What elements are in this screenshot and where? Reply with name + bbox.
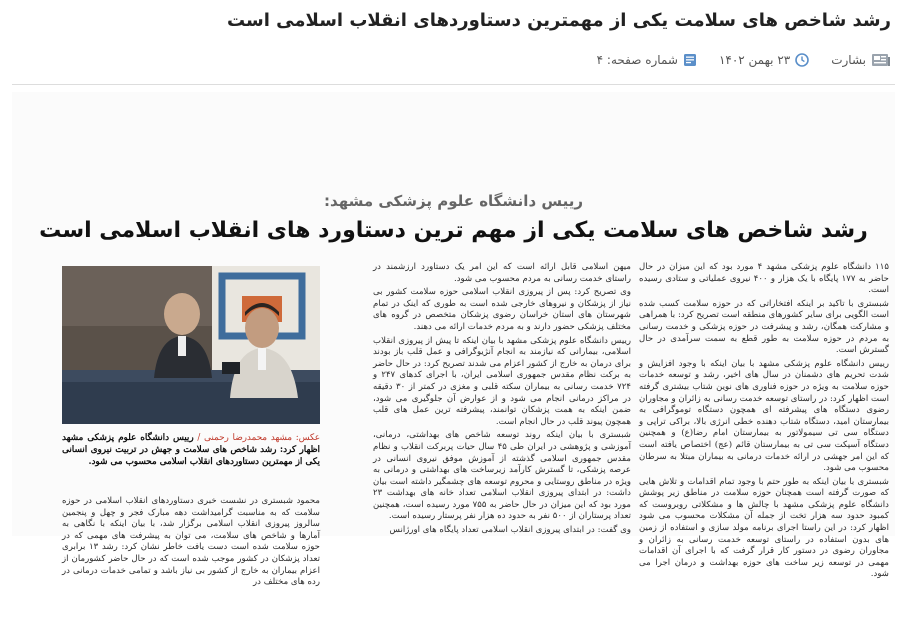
date-meta: [719, 53, 809, 67]
photo-caption: [62, 432, 320, 468]
page-icon: [683, 53, 697, 67]
paragraph: وی تصریح کرد: پس از پیروزی انقلاب اسلامی حوزه سلامت کشور بی نیاز از پزشکان و نیروهای خارجی شده است به طوری که اینک در تمام شهرستان های استان خراسان رضوی پزشکان متخصص در گروه های مختلف پزشکی حضور دارند و به مردم خدمات ارائه می دهند.: [373, 287, 631, 332]
date-label: ۲۳ بهمن ۱۴۰۲: [718, 53, 791, 67]
column-right-body: محمود شبستری در نشست خبری دستاوردهای انقلاب اسلامی در حوزه سلامت که به مناسبت گرامیداشت دهه مبارک فجر و چهل و پنجمین سالروز پیروزی انقلاب اسلامی برگزار شد، با بیان اینکه با نگاهی به آمارها و شاخص های سلامت، می توان به پیشرفت های مهمی که در حوزه سلامت شده است دست یافت خاطر نشان کرد: رشد ۱۳ برابری تعداد پزشکان در کشور موجب شده است که در حال حاضر کشورمان از اعزام بیماران به خارج از کشور بی نیاز باشد و تمامی خدمات درمانی در رده های مختلف در: [62, 496, 320, 588]
paragraph: شبستری با بیان اینکه روند توسعه شاخص های بهداشتی، درمانی، آموزشی و پژوهشی در ایران طی ۴۵ سال حیات پربرکت انقلاب و نظام مقدس جمهوری اسلامی گذشته از آموزش موفق نیروی انسانی در عرصه پزشکی، تا گسترش کارآمد زیرساخت های بهداشتی و درمانی به ویژه در مناطق روستایی و محروم توسعه های چشمگیر داشته است بیان داشت: در ابتدای پیروزی انقلاب اسلامی تعداد خانه های بهداشت ۲۳ مورد بود که این میزان در حال حاضر به ۷۵۵ مورد رسیده است، همچنین تعداد پرستاران از ۵۰۰ نفر به حدود ده هزار نفر پرستار رسیده است.: [373, 430, 631, 522]
column-left: [639, 262, 889, 624]
paragraph: رییس دانشگاه علوم پزشکی مشهد با بیان اینکه با وجود افزایش و شدت تحریم های دشمنان در سال های اخیر، رشد و توسعه خدمات حوزه سلامت به ویژه در حوزه فناوری های نوین شتاب بیشتری گرفته است اظهار کرد: در راستای توسعه خدمت رسانی به زائران و مجاوران رضوی دستگاه های پیشرفته ای همچون دستگاه توموگرافی به بیمارستان امید، دستگاه شتاب دهنده خطی انرژی بالا، براکی تراپی و دستگاه سی تی سیمولاتور به بیمارستان امام رضا(ع) و همچنین دستگاه آسپکت سی تی به بیمارستان قائم (عج) اختصاص یافته است که این امر جهشی در ارائه خدمات درمانی به بیماران مبتلا به سرطان محسوب می شود.: [639, 358, 889, 474]
newspaper-clipping: [12, 92, 895, 588]
source-label: بشارت: [831, 53, 866, 67]
paragraph: شبستری با تاکید بر اینکه افتخاراتی که در حوزه سلامت کسب شده است الگویی برای سایر کشورهای منطقه است تصریح کرد: با همراهی و مشارکت همگان، رشد و پیشرفت در حوزه پزشکی و خدمت رسانی به مردم در حوزه سلامت به طور قطع به سمت سرآمدی در حال گسترش است.: [639, 298, 889, 356]
article-photo: [62, 266, 320, 424]
article-headline: رشد شاخص های سلامت یکی از مهم ترین دستاورد های انقلاب اسلامی است: [39, 218, 868, 243]
paragraph: شبستری با بیان اینکه به طور حتم با وجود تمام اقدامات و تلاش هایی که صورت گرفته است همچنان حوزه سلامت در مناطق زیر پوشش دانشگاه علوم پزشکی مشهد با چالش ها و مشکلاتی روبروست که کمبود حدود سه هزار تخت از جمله آن مشکلات محسوب می شود اظهار کرد: در این راستا اجرای برنامه مولد سازی و استفاده از زمین های بدون استفاده در راستای توسعه خدمت رسانی به زائران و مجاوران رضوی در دستور کار قرار گرفت که با اجرای آن اقدامات مهمی در توسعه زیر ساخت های حوزه بهداشت و درمان اجرا می شود.: [639, 476, 889, 580]
clock-icon: [795, 53, 809, 67]
newspaper-icon: [871, 52, 891, 68]
source-meta[interactable]: [831, 52, 891, 68]
paragraph: وی گفت: در ابتدای پیروزی انقلاب اسلامی تعداد پایگاه های اورژانس: [389, 525, 631, 536]
paragraph: ۱۱۵ دانشگاه علوم پزشکی مشهد ۴ مورد بود که این میزان در حال حاضر به ۱۷۷ پایگاه با یک هزار و ۴۰۰ نیروی عملیاتی و ستادی رسیده است.: [639, 262, 890, 296]
page-number-label: شماره صفحه: ۴: [596, 53, 678, 67]
paragraph: رییس دانشگاه علوم پزشکی مشهد با بیان اینکه تا پیش از پیروزی انقلاب اسلامی، بیمارانی که نیازمند به انجام آنژیوگرافی و عمل قلب باز بودند برای درمان به خارج از کشور اعزام می شدند تصریح کرد: در حال حاضر به برکت نظام مقدس جمهوری اسلامی ایران، با اجرای کدهای ۲۴۷ و ۷۲۴ خدمت رسانی به بیماران سکته قلبی و مغزی در کمتر از ۳۰ دقیقه در مراکز درمانی انجام می شود و از عوارض آن جلوگیری می شود، ضمن اینکه به همت پزشکان توانمند، پیشرفته ترین عمل های قلب همچون پیوند قلب در حال انجام است.: [373, 335, 631, 427]
caption-text: رییس دانشگاه علوم پزشکی مشهد اظهار کرد: رشد شاخص های سلامت و جهش در تربیت نیروی انسانی یکی از مهمترین دستاوردهای انقلاب اسلامی محسوب می شود.: [62, 433, 320, 467]
divider: [12, 84, 895, 85]
page-title: رشد شاخص های سلامت یکی از مهمترین دستاوردهای انقلاب اسلامی است: [226, 10, 891, 31]
article-kicker: رییس دانشگاه علوم پزشکی مشهد:: [324, 192, 583, 210]
paragraph: میهن اسلامی قابل ارائه است که این امر یک دستاورد ارزشمند در راستای خدمت رسانی به مردم محسوب می شود.: [373, 262, 631, 284]
column-middle: [373, 262, 631, 624]
page-number-meta: [597, 53, 697, 67]
article-meta: [597, 50, 891, 70]
caption-credit: عکس: مشهد محمدرضا رحمنی /: [197, 433, 320, 443]
